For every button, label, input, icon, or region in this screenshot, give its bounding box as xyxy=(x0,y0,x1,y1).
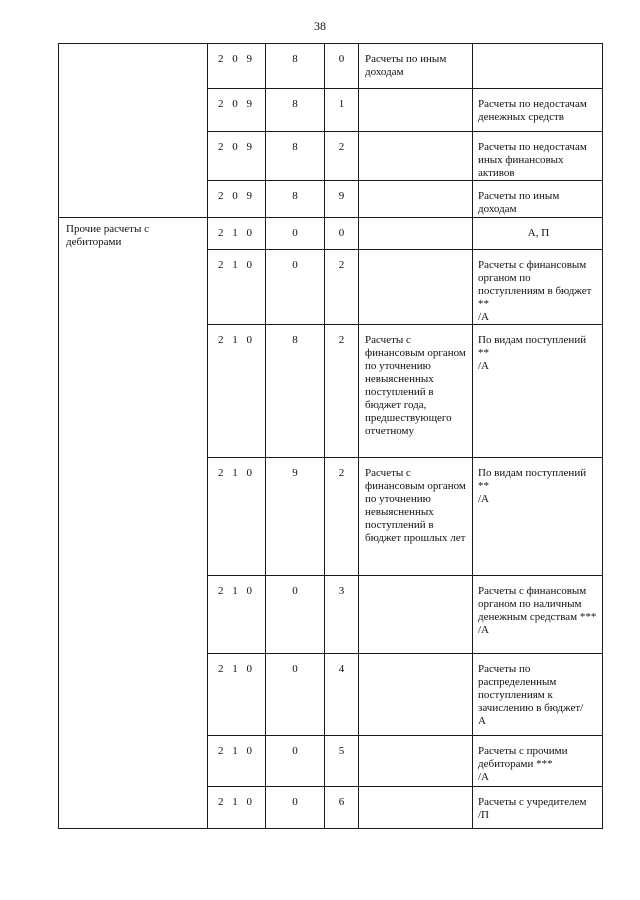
name-cell: По видам поступлений ** /А xyxy=(473,457,603,575)
subcode-cell: 6 xyxy=(325,786,359,828)
name-cell: Расчеты по иным доходам xyxy=(473,181,603,218)
group-cell xyxy=(59,786,208,828)
description-cell: Расчеты с финансовым органом по уточнению невыясненных поступлений в бюджет года, предшествующего отчетному xyxy=(359,324,473,457)
table-row xyxy=(59,249,603,324)
table-row xyxy=(59,735,603,786)
group-code-cell: 8 xyxy=(266,89,325,132)
group-cell xyxy=(59,575,208,653)
subcode-cell: 2 xyxy=(325,457,359,575)
table-row xyxy=(59,653,603,735)
subcode-cell: 0 xyxy=(325,44,359,89)
account-code-cell: 2 1 0 xyxy=(208,575,266,653)
table-row xyxy=(59,89,603,132)
group-code-cell: 0 xyxy=(266,218,325,250)
name-cell: Расчеты по недостачам иных финансовых активов xyxy=(473,132,603,181)
description-cell: Расчеты по иным доходам xyxy=(359,44,473,89)
subcode-cell: 3 xyxy=(325,575,359,653)
table-row xyxy=(59,575,603,653)
group-code-cell: 8 xyxy=(266,181,325,218)
name-cell: Расчеты по недостачам денежных средств xyxy=(473,89,603,132)
name-cell: Расчеты с прочими дебиторами *** /А xyxy=(473,735,603,786)
subcode-cell: 2 xyxy=(325,132,359,181)
group-code-cell: 8 xyxy=(266,44,325,89)
table-row xyxy=(59,457,603,575)
account-code-cell: 2 1 0 xyxy=(208,735,266,786)
description-cell xyxy=(359,653,473,735)
name-cell: Расчеты с учредителем /П xyxy=(473,786,603,828)
description-cell xyxy=(359,181,473,218)
group-cell xyxy=(59,653,208,735)
name-cell: Расчеты по распределенным поступлениям к зачислению в бюджет/ А xyxy=(473,653,603,735)
subcode-cell: 0 xyxy=(325,218,359,250)
name-cell: По видам поступлений ** /А xyxy=(473,324,603,457)
page-number: 38 xyxy=(314,19,326,33)
description-cell: Расчеты с финансовым органом по уточнению невыясненных поступлений в бюджет прошлых лет xyxy=(359,457,473,575)
subcode-cell: 5 xyxy=(325,735,359,786)
table-row xyxy=(59,44,603,89)
name-cell xyxy=(473,44,603,89)
group-cell xyxy=(59,181,208,218)
chart-of-accounts-table xyxy=(58,43,603,829)
group-code-cell: 0 xyxy=(266,653,325,735)
account-code-cell: 2 1 0 xyxy=(208,457,266,575)
account-code-cell: 2 1 0 xyxy=(208,249,266,324)
account-code-cell: 2 0 9 xyxy=(208,44,266,89)
group-cell: Прочие расчеты с дебиторами xyxy=(59,218,208,250)
description-cell xyxy=(359,132,473,181)
group-code-cell: 9 xyxy=(266,457,325,575)
group-cell xyxy=(59,89,208,132)
group-cell xyxy=(59,324,208,457)
subcode-cell: 9 xyxy=(325,181,359,218)
name-cell: Расчеты с финансовым органом по наличным денежным средствам *** /А xyxy=(473,575,603,653)
description-cell xyxy=(359,575,473,653)
description-cell xyxy=(359,786,473,828)
name-cell: А, П xyxy=(473,218,603,250)
group-code-cell: 0 xyxy=(266,249,325,324)
group-cell xyxy=(59,457,208,575)
group-code-cell: 0 xyxy=(266,786,325,828)
group-cell xyxy=(59,735,208,786)
name-cell: Расчеты с финансовым органом по поступлениям в бюджет ** /А xyxy=(473,249,603,324)
table-row xyxy=(59,218,603,250)
description-cell xyxy=(359,249,473,324)
group-code-cell: 0 xyxy=(266,575,325,653)
description-cell xyxy=(359,735,473,786)
group-code-cell: 0 xyxy=(266,735,325,786)
subcode-cell: 1 xyxy=(325,89,359,132)
description-cell xyxy=(359,89,473,132)
group-cell xyxy=(59,132,208,181)
account-code-cell: 2 1 0 xyxy=(208,324,266,457)
group-code-cell: 8 xyxy=(266,132,325,181)
account-code-cell: 2 0 9 xyxy=(208,89,266,132)
description-cell xyxy=(359,218,473,250)
subcode-cell: 2 xyxy=(325,324,359,457)
table-row xyxy=(59,181,603,218)
account-code-cell: 2 1 0 xyxy=(208,786,266,828)
subcode-cell: 2 xyxy=(325,249,359,324)
group-cell xyxy=(59,249,208,324)
account-code-cell: 2 0 9 xyxy=(208,132,266,181)
subcode-cell: 4 xyxy=(325,653,359,735)
group-cell xyxy=(59,44,208,89)
account-code-cell: 2 1 0 xyxy=(208,653,266,735)
table-row xyxy=(59,786,603,828)
table-row xyxy=(59,132,603,181)
account-code-cell: 2 1 0 xyxy=(208,218,266,250)
group-code-cell: 8 xyxy=(266,324,325,457)
table-row xyxy=(59,324,603,457)
account-code-cell: 2 0 9 xyxy=(208,181,266,218)
